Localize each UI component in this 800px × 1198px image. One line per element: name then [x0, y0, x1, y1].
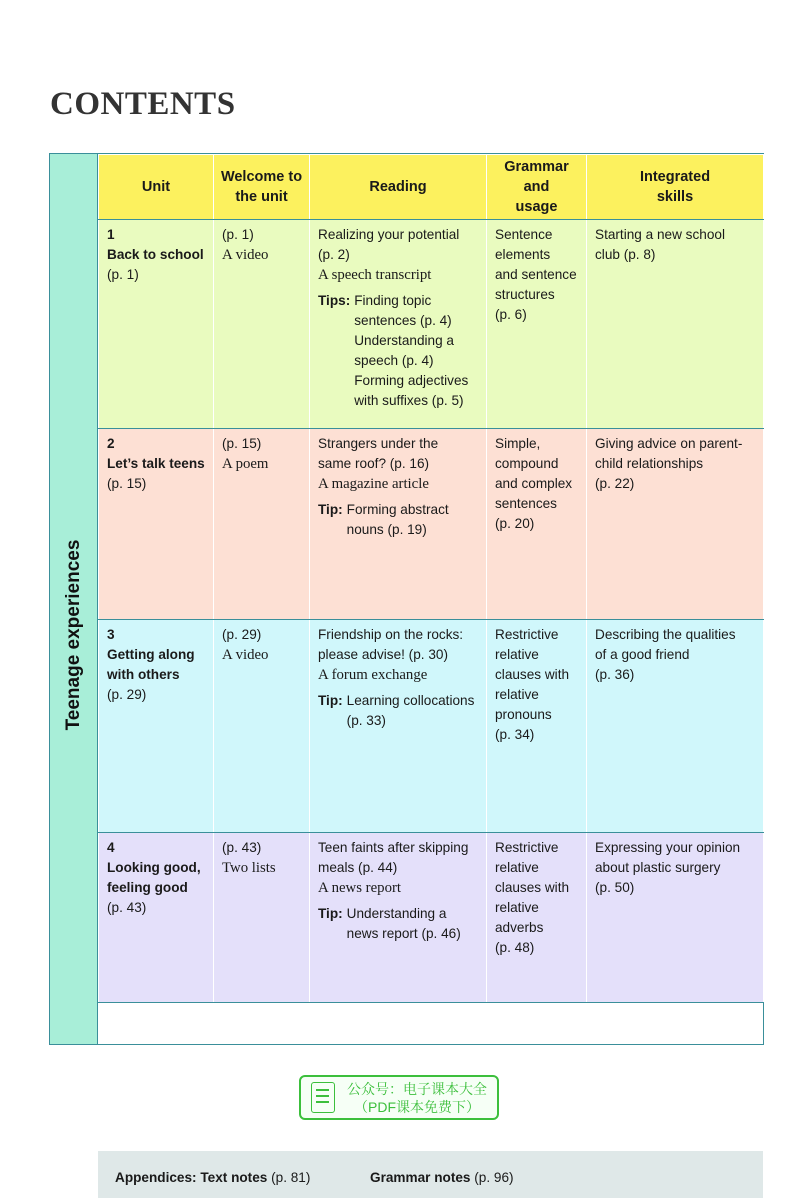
unit-cell: 4 Looking good, feeling good (p. 43) — [99, 833, 214, 1003]
tips-block: Tips: Finding topic sentences (p. 4) Understanding a speech (p. 4) Forming adjectives with suffixes (p. 5) — [318, 293, 469, 408]
appendices-grammar-notes: Grammar notes (p. 96) — [370, 1170, 514, 1185]
skills-cell: Describing the qualities of a good friend (p. 36) — [587, 620, 764, 833]
tips-block: Tip: Learning collocations (p. 33) — [318, 693, 475, 728]
grammar-cell: Restrictive relative clauses with relative pronouns (p. 34) — [487, 620, 587, 833]
theme-sidebar — [50, 154, 98, 1044]
welcome-cell: (p. 1) A video — [214, 220, 310, 429]
tips-block: Tip: Understanding a news report (p. 46) — [318, 906, 461, 941]
skills-cell: Giving advice on parent- child relationships (p. 22) — [587, 429, 764, 620]
header-integrated-skills: Integrated skills — [587, 155, 764, 220]
header-grammar: Grammar and usage — [487, 155, 587, 220]
header-welcome: Welcome to the unit — [214, 155, 310, 220]
reading-cell: Teen faints after skipping meals (p. 44) A news report Tip: Understanding a news report (p. 46) — [310, 833, 487, 1003]
contents-table — [98, 154, 764, 1003]
unit-cell: 3 Getting along with others (p. 29) — [99, 620, 214, 833]
reading-cell: Realizing your potential (p. 2) A speech transcript Tips: Finding topic sentences (p. 4) Understanding a speech (p. 4) Forming adjectives with suffixes (p. 5) — [310, 220, 487, 429]
welcome-cell: (p. 43) Two lists — [214, 833, 310, 1003]
header-unit: Unit — [99, 155, 214, 220]
reading-cell: Strangers under the same roof? (p. 16) A magazine article Tip: Forming abstract nouns (p. 19) — [310, 429, 487, 620]
table-row — [99, 620, 764, 833]
tips-block: Tip: Forming abstract nouns (p. 19) — [318, 502, 449, 537]
welcome-cell: (p. 15) A poem — [214, 429, 310, 620]
page-title: CONTENTS — [50, 86, 236, 122]
header-reading: Reading — [310, 155, 487, 220]
unit-cell: 1 Back to school (p. 1) — [99, 220, 214, 429]
watermark-stamp: 公众号：电子课本大全 （PDF课本免费下） — [299, 1075, 499, 1120]
appendices-footer — [98, 1151, 763, 1198]
skills-cell: Starting a new school club (p. 8) — [587, 220, 764, 429]
table-header-row — [99, 155, 764, 220]
table-row — [99, 220, 764, 429]
grammar-cell: Sentence elements and sentence structures (p. 6) — [487, 220, 587, 429]
table-row — [99, 429, 764, 620]
skills-cell: Expressing your opinion about plastic surgery (p. 50) — [587, 833, 764, 1003]
book-icon — [311, 1082, 335, 1113]
appendices-text-notes: Appendices: Text notes (p. 81) — [115, 1170, 311, 1185]
table-row — [99, 833, 764, 1003]
reading-cell: Friendship on the rocks: please advise! (p. 30) A forum exchange Tip: Learning collocations (p. 33) — [310, 620, 487, 833]
theme-label: Teenage experiences — [63, 539, 84, 731]
grammar-cell: Simple, compound and complex sentences (p. 20) — [487, 429, 587, 620]
grammar-cell: Restrictive relative clauses with relative adverbs (p. 48) — [487, 833, 587, 1003]
welcome-cell: (p. 29) A video — [214, 620, 310, 833]
unit-cell: 2 Let’s talk teens (p. 15) — [99, 429, 214, 620]
